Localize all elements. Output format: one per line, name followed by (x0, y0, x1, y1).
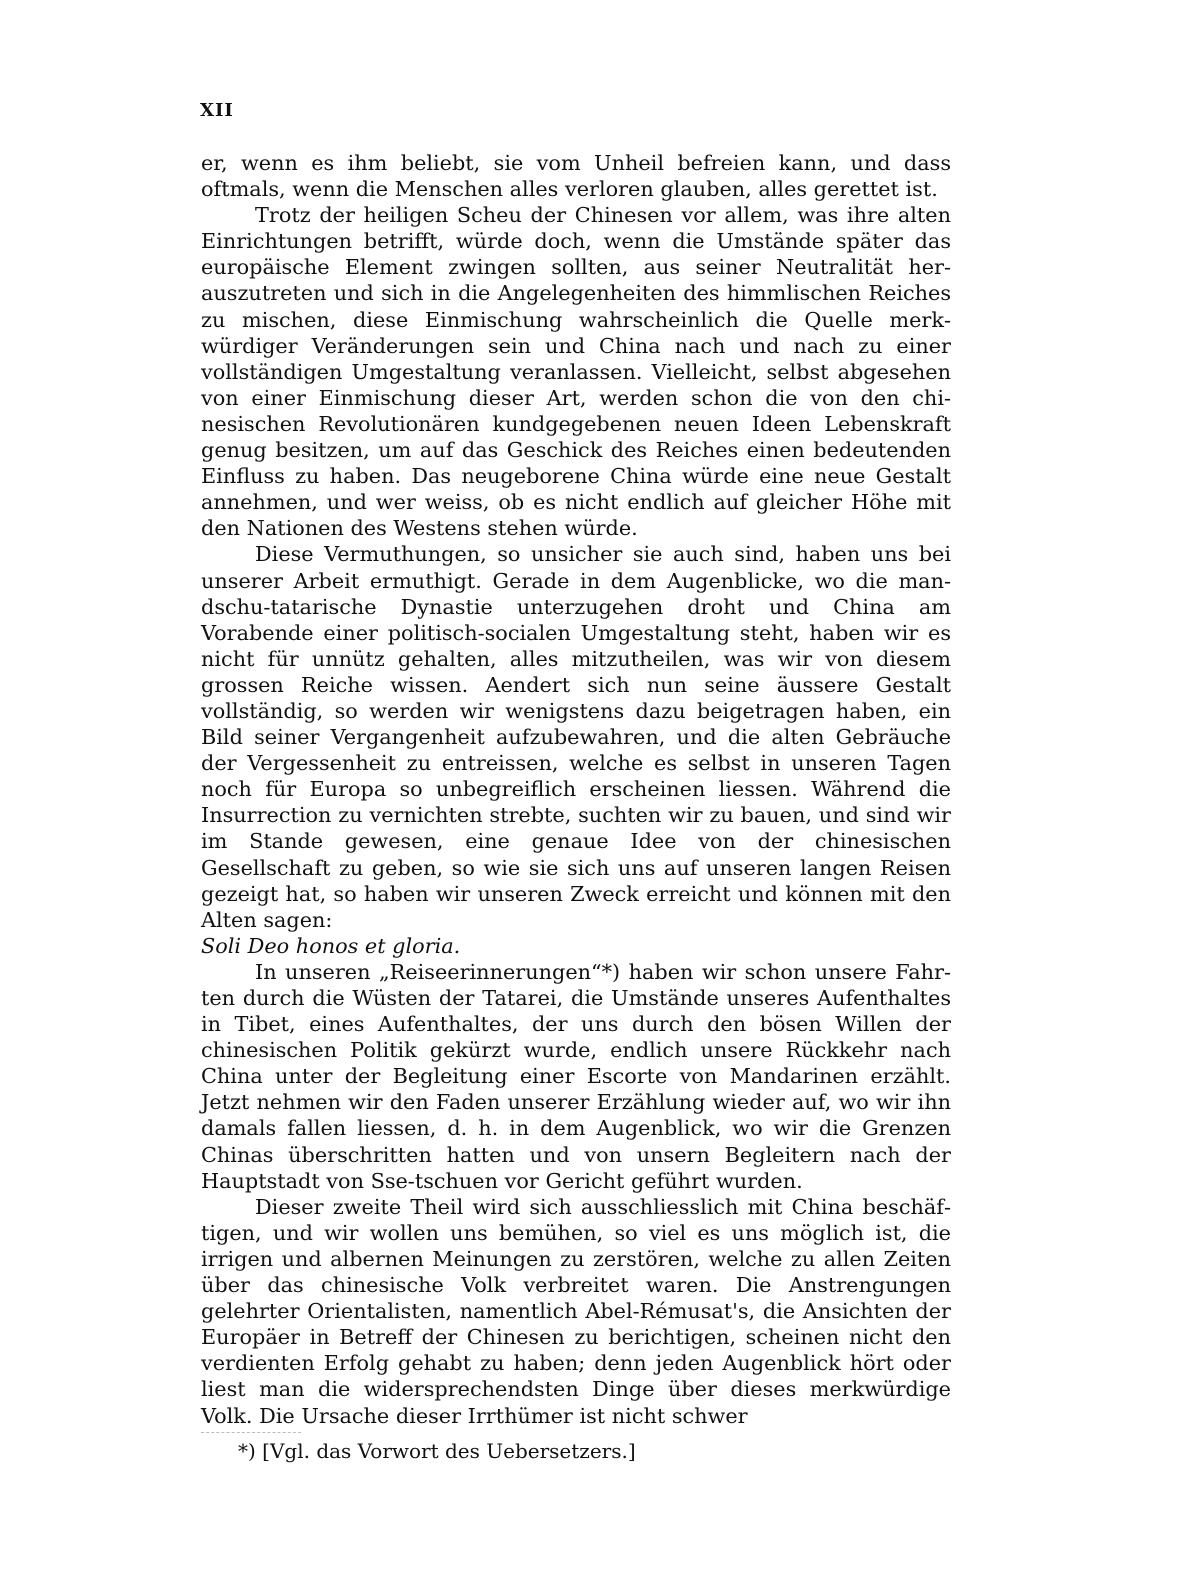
paragraph-3-text: Diese Vermuthungen, so unsicher sie auch sind, haben uns bei unserer Arbeit ermuthigt. Gerade in dem Augenblicke, wo die mandschu-tatarische Dynastie unterzugehen droht und China am Vorabende einer politisch-socialen Umgestaltung steht, haben wir es nicht für unnütz gehalten, alles mitzutheilen, was wir von diesem grossen Reiche wissen. Aendert sich nun seine äussere Gestalt vollständig, so werden wir wenigstens dazu beigetragen haben, ein Bild seiner Vergangenheit aufzubewahren, und die alten Gebräuche der Vergessenheit zu entreissen, welche es selbst in unseren Tagen noch für Europa so unbegreiflich erscheinen liessen. Während die Insurrection zu vernichten strebte, suchten wir zu bauen, und sind wir im Stande gewesen, eine genaue Idee von der chinesischen Gesellschaft zu geben, so wie sie sich uns auf unseren langen Reisen gezeigt hat, so haben wir unseren Zweck erreicht und können mit den Alten sagen: (201, 542, 951, 932)
paragraph-3 (201, 541, 951, 959)
footnote-divider (201, 1432, 301, 1433)
paragraph-1-text: er, wenn es ihm beliebt, sie vom Unheil befreien kann, und dass oftmals, wenn die Menschen alles verloren glauben, alles gerettet ist. (201, 151, 951, 202)
paragraph-5 (201, 1194, 951, 1429)
body-text (201, 150, 951, 1429)
footnote (238, 1438, 636, 1464)
footnote-text: [Vgl. das Vorwort des Uebersetzers.] (262, 1439, 636, 1463)
page-number: XII (200, 100, 234, 121)
paragraph-1 (201, 150, 951, 202)
paragraph-4 (201, 959, 951, 1194)
paragraph-2-text: Trotz der heiligen Scheu der Chinesen vor allem, was ihre alten Einrichtungen betrifft, würde doch, wenn die Umstände später das europäische Element zwingen sollten, aus seiner Neutralität herauszutreten und sich in die Angelegenheiten des himmlischen Reiches zu mischen, diese Einmischung wahrscheinlich die Quelle merkwürdiger Veränderungen sein und China nach und nach zu einer vollständigen Umgestaltung veranlassen. Vielleicht, selbst abgesehen von einer Einmischung dieser Art, werden schon die von den chinesischen Revolutionären kundgegebenen neuen Ideen Lebenskraft genug besitzen, um auf das Geschick des Reiches einen bedeutenden Einfluss zu haben. Das neugeborene China würde eine neue Gestalt annehmen, und wer weiss, ob es nicht endlich auf gleicher Höhe mit den Nationen des Westens stehen würde. (201, 203, 951, 541)
paragraph-2 (201, 202, 951, 541)
footnote-marker: *) (238, 1439, 256, 1463)
latin-quote: Soli Deo honos et gloria. (201, 933, 461, 958)
paragraph-4-text: In unseren „Reiseerinnerungen“*) haben wir schon unsere Fahrten durch die Wüsten der Tatarei, die Umstände unseres Aufenthaltes in Tibet, eines Aufenthaltes, der uns durch den bösen Willen der chinesischen Politik gekürzt wurde, endlich unsere Rückkehr nach China unter der Begleitung einer Escorte von Mandarinen erzählt. Jetzt nehmen wir den Faden unserer Erzählung wieder auf, wo wir ihn damals fallen liessen, d. h. in dem Augenblick, wo wir die Grenzen Chinas überschritten hatten und von unsern Begleitern nach der Hauptstadt von Sse-tschuen vor Gericht geführt wurden. (201, 959, 951, 1193)
paragraph-5-text: Dieser zweite Theil wird sich ausschliesslich mit China beschäftigen, und wir wollen uns bemühen, so viel es uns möglich ist, die irrigen und albernen Meinungen zu zerstören, welche zu allen Zeiten über das chinesische Volk verbreitet waren. Die Anstrengungen gelehrter Orientalisten, namentlich Abel-Rémusat's, die Ansichten der Europäer in Betreff der Chinesen zu berichtigen, scheinen nicht den verdienten Erfolg gehabt zu haben; denn jeden Augenblick hört oder liest man die widersprechendsten Dinge über dieses merkwürdige Volk. Die Ursache dieser Irrthümer ist nicht schwer (201, 1194, 951, 1428)
